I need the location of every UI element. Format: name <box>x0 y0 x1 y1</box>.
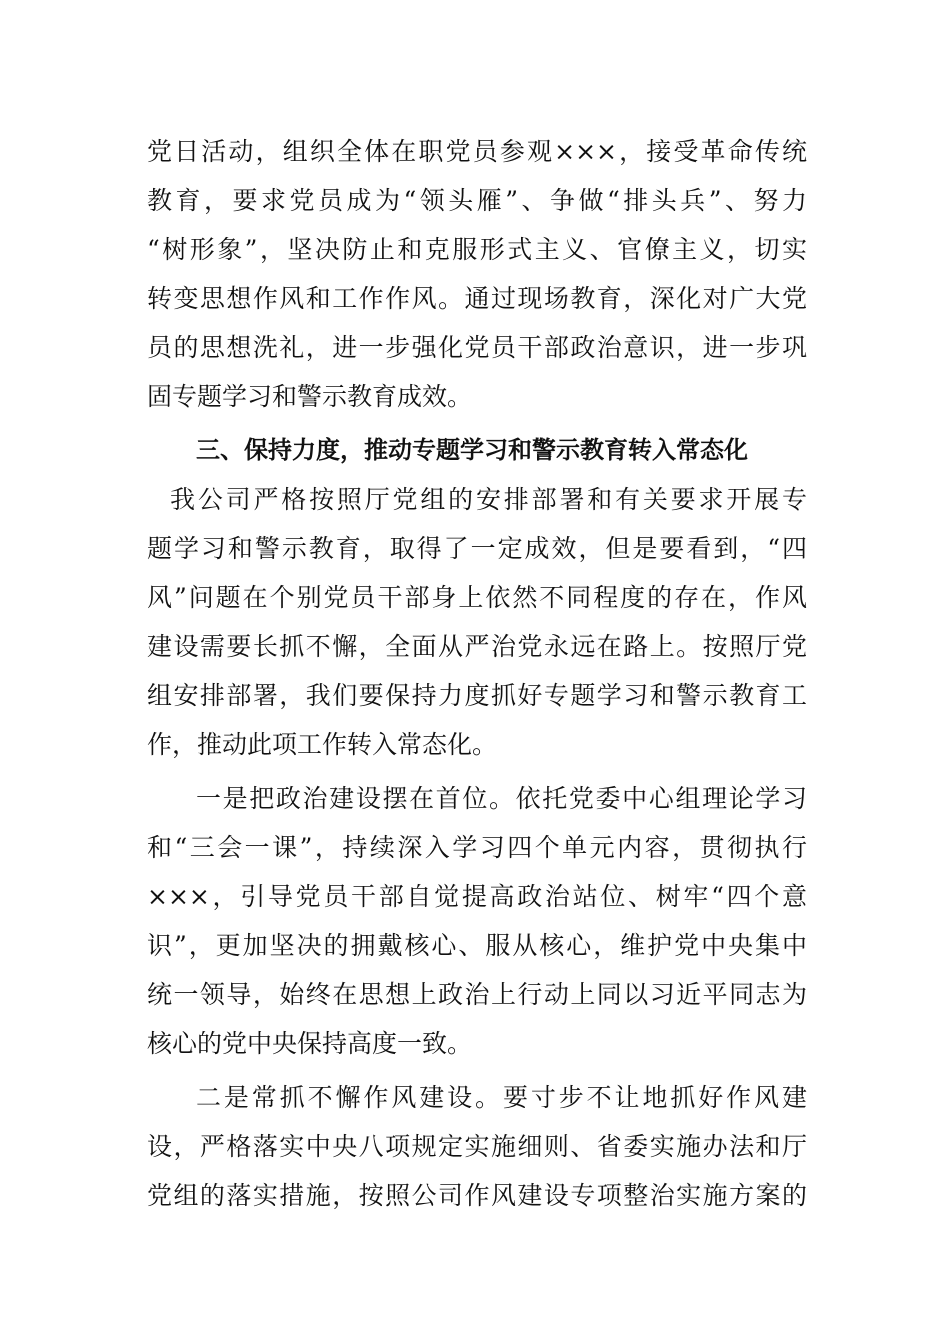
paragraph-3-line-4: 识”，更加坚决的拥戴核心、服从核心，维护党中央集中 <box>147 931 807 960</box>
paragraph-3-line-1: 一是把政治建设摆在首位。依托党委中心组理论学习 <box>196 784 807 813</box>
section-heading: 三、保持力度，推动专题学习和警示教育转入常态化 <box>196 436 748 464</box>
paragraph-1-line-2: 教育，要求党员成为“领头雁”、争做“排头兵”、努力 <box>147 186 807 215</box>
paragraph-2-line-2: 题学习和警示教育，取得了一定成效，但是要看到，“四 <box>147 534 807 563</box>
paragraph-1-line-3: “树形象”，坚决防止和克服形式主义、官僚主义，切实 <box>147 235 807 264</box>
paragraph-3-line-6: 核心的党中央保持高度一致。 <box>147 1029 473 1058</box>
paragraph-4-line-3: 党组的落实措施，按照公司作风建设专项整治实施方案的 <box>147 1181 807 1210</box>
paragraph-2-line-6: 作，推动此项工作转入常态化。 <box>147 730 498 759</box>
paragraph-2-line-4: 建设需要长抓不懈，全面从严治党永远在路上。按照厅党 <box>147 632 807 661</box>
paragraph-2-line-3: 风”问题在个别党员干部身上依然不同程度的存在，作风 <box>147 583 807 612</box>
paragraph-3-line-5: 统一领导，始终在思想上政治上行动上同以习近平同志为 <box>147 980 807 1009</box>
paragraph-4-line-1: 二是常抓不懈作风建设。要寸步不让地抓好作风建 <box>196 1083 807 1112</box>
paragraph-1-line-1: 党日活动，组织全体在职党员参观×××，接受革命传统 <box>147 137 807 166</box>
paragraph-2-line-5: 组安排部署，我们要保持力度抓好专题学习和警示教育工 <box>147 681 807 710</box>
paragraph-1-line-5: 员的思想洗礼，进一步强化党员干部政治意识，进一步巩 <box>147 333 807 362</box>
paragraph-3-line-3: ×××，引导党员干部自觉提高政治站位、树牢“四个意 <box>147 882 807 911</box>
paragraph-1-line-4: 转变思想作风和工作作风。通过现场教育，深化对广大党 <box>147 284 807 313</box>
paragraph-4-line-2: 设，严格落实中央八项规定实施细则、省委实施办法和厅 <box>147 1132 807 1161</box>
paragraph-3-line-2: 和“三会一课”，持续深入学习四个单元内容，贯彻执行 <box>147 833 807 862</box>
paragraph-1-line-6: 固专题学习和警示教育成效。 <box>147 382 473 411</box>
paragraph-2-line-1: 我公司严格按照厅党组的安排部署和有关要求开展专 <box>170 485 807 514</box>
